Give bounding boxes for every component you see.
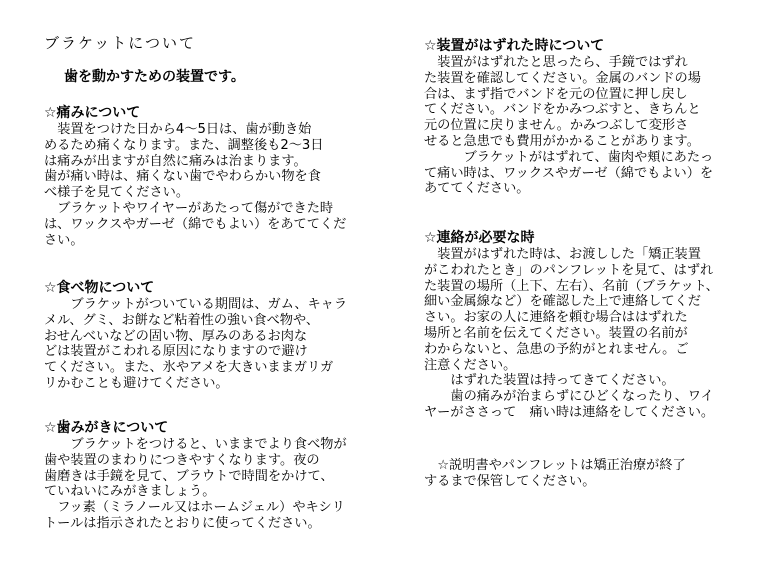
section-device-off <box>424 38 742 197</box>
section-food <box>44 280 366 392</box>
document-title: ブラケットについて <box>44 34 196 52</box>
paragraph: 装置をつけた日から4～5日は、歯が動き始 めるため痛くなります。また、調整後も2～3日 は痛みが出ますが自然に痛みは治まります。 歯が痛い時は、痛くない歯でやわらかい物を食 べ様子を見てください。 <box>44 122 324 201</box>
paragraph: 歯の痛みが治まらずにひどくなったり、ワイ ヤーがささって 痛い時は連絡をしてください。 <box>424 389 715 420</box>
section-heading: ☆連絡が必要な時 <box>424 230 535 246</box>
section-heading: ☆装置がはずれた時について <box>424 38 605 54</box>
section-contact <box>424 230 742 421</box>
section-heading: ☆食べ物について <box>44 280 155 296</box>
paragraph: ブラケットがついている期間は、ガム、キャラ メル、グミ、お餅など粘着性の強い食べ物や、 おせんべいなどの固い物、厚みのあるお肉な どは装置がこわれる原因になりますので避け てください。また、氷やアメを大きいままガリガ リかむことも避けてください。 <box>44 297 348 391</box>
paragraph: ブラケットをつけると、いままでより食べ物が 歯や装置のまわりにつきやすくなります。夜の 歯磨きは手鏡を見て、ブラウトで時間をかけて、 ていねいにみがきましょう。 <box>44 437 347 500</box>
section-pain <box>44 105 366 248</box>
section-brushing <box>44 420 366 532</box>
paragraph: フッ素（ミラノール又はホームジェル）やキシリ トールは指示されたとおりに使ってください。 <box>44 500 345 531</box>
section-heading: ☆歯みがきについて <box>44 420 169 436</box>
footnote-text: ☆説明書やパンフレットは矯正治療が終了 するまで保管してください。 <box>424 458 686 489</box>
paragraph: はずれた装置は持ってきてください。 <box>450 373 675 389</box>
paragraph: ブラケットやワイヤーがあたって傷ができた時 は、ワックスやガーゼ（綿でもよい）をあててくだ さい。 <box>44 200 347 248</box>
paragraph: ブラケットがはずれて、歯肉や頬にあたっ て痛い時は、ワックスやガーゼ（綿でもよい）を あててください。 <box>424 149 714 197</box>
paragraph: 装置がはずれたと思ったら、手鏡ではずれ た装置を確認してください。金属のバンドの場 合は、まず指でバンドを元の位置に押し戻し てください。バンドをかみつぶすと、きちんと 元の位置に戻りません。かみつぶして変形さ せると急患でも費用がかかることがあります。 <box>424 55 701 149</box>
document-subtitle: 歯を動かすための装置です。 <box>64 69 245 85</box>
footnote <box>424 458 742 490</box>
paragraph: 装置がはずれた時は、お渡しした「矯正装置 がこわれたとき」のパンフレットを見て、はずれ た装置の場所（上下、左右）、名前（ブラケット、 細い金属線など）を確認した上で連絡してくだ さい。お家の人に連絡を頼む場合ははずれた 場所と名前を伝えてください。装置の名前が わからないと、急患の予約がとれません。ご 注意ください。 <box>424 247 719 373</box>
section-heading: ☆痛みについて <box>44 105 141 121</box>
